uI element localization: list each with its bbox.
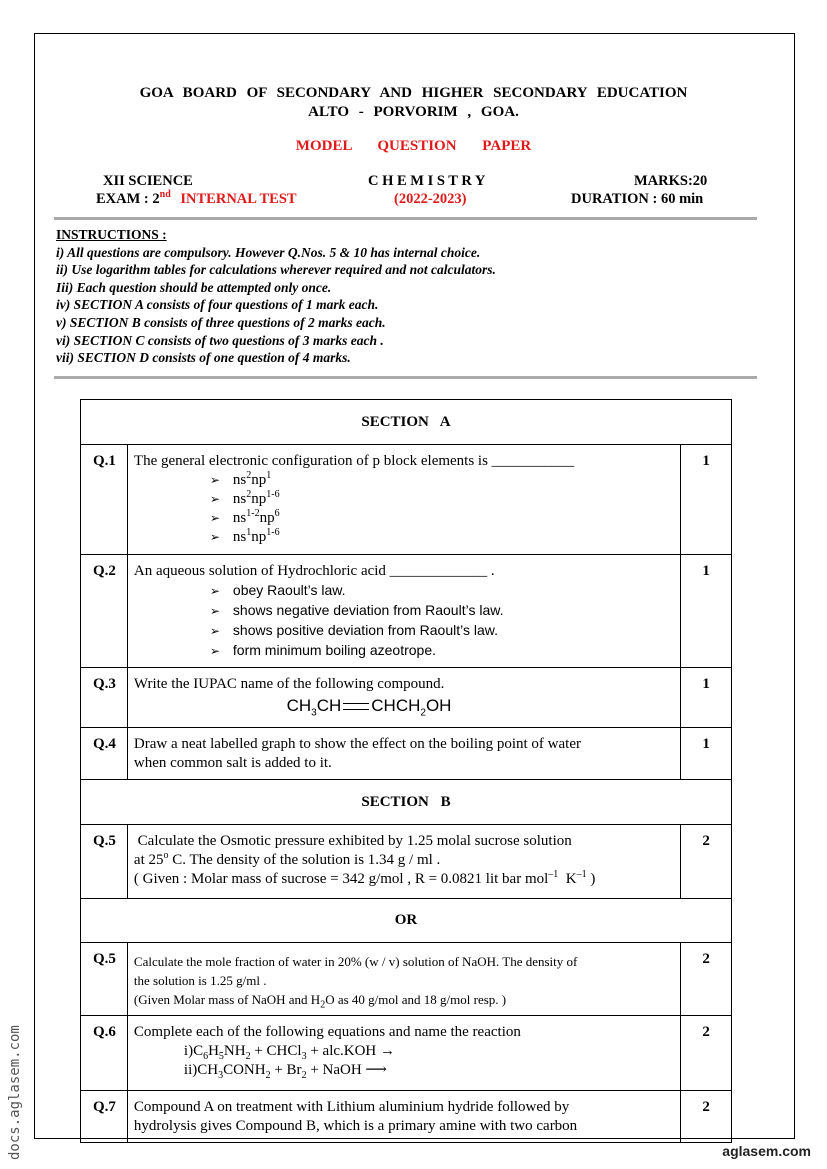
question-text-cell	[127, 728, 680, 780]
question-text-cell	[127, 1016, 680, 1091]
exam-label: EXAM : 2nd INTERNAL TEST	[96, 189, 297, 207]
arrow-bullet-icon: ➢	[209, 473, 220, 487]
instruction-item: iv) SECTION A consists of four questions of 1 mark each.	[56, 297, 379, 313]
question-text: the solution is 1.25 g/ml .	[133, 973, 267, 988]
question-row-q5b	[81, 943, 732, 1016]
chemical-formula: $CH_3CH$ $CHCH_2OH$	[286, 696, 452, 719]
board-name: GOA BOARD OF SECONDARY AND HIGHER SECONDARY EDUCATION	[139, 85, 688, 101]
question-text-cell	[127, 943, 680, 1016]
option-list	[210, 471, 674, 547]
question-row-q2	[81, 555, 732, 668]
marks-cell: 2	[681, 1091, 732, 1143]
question-text: when common salt is added to it.	[133, 755, 332, 771]
marks-label: MARKS:20	[634, 173, 708, 189]
instruction-item: vi) SECTION C consists of two questions of 3 marks each .	[56, 332, 384, 348]
side-watermark: docs.aglasem.com	[7, 1025, 23, 1160]
question-row-q3	[81, 668, 732, 728]
marks-cell: 1	[681, 728, 732, 780]
section-a-heading: SECTION A	[81, 400, 732, 445]
option-item: ➢ shows negative deviation from Raoult’s law.	[210, 601, 674, 621]
question-text: at 25$^o$ C. The density of the solution is 1.34 g / ml .	[133, 850, 441, 868]
question-text: Calculate the mole fraction of water in 20% (w / v) solution of NaOH. The density of	[133, 954, 578, 969]
question-text: Write the IUPAC name of the following compound.	[133, 676, 445, 692]
question-number: Q.1	[81, 445, 128, 555]
paper-type: MODEL QUESTION PAPER	[295, 138, 532, 154]
marks-cell: 2	[681, 943, 732, 1016]
arrow-bullet-icon: ➢	[209, 604, 220, 618]
option-item: ➢ $ns^1np^{1-6}$	[209, 527, 280, 545]
class-label: XII SCIENCE	[103, 173, 193, 189]
question-row-q1	[81, 445, 732, 555]
marks-cell: 1	[681, 668, 732, 728]
board-location: ALTO - PORVORIM , GOA.	[308, 104, 519, 120]
arrow-bullet-icon: ➢	[209, 584, 220, 598]
marks-cell: 1	[681, 555, 732, 668]
question-text: hydrolysis gives Compound B, which is a primary amine with two carbon	[133, 1118, 578, 1134]
subject-label: C H E M I S T R Y	[368, 173, 486, 189]
question-text: Compound A on treatment with Lithium aluminium hydride followed by	[133, 1099, 570, 1115]
arrow-bullet-icon: ➢	[209, 624, 220, 638]
question-row-q5a	[81, 825, 732, 899]
instructions-block	[56, 226, 496, 367]
question-number: Q.5	[81, 943, 128, 1016]
marks-cell: 2	[681, 1016, 732, 1091]
option-list	[210, 581, 674, 661]
question-text: Draw a neat labelled graph to show the effect on the boiling point of water	[133, 736, 581, 752]
corner-watermark: aglasem.com	[722, 1143, 811, 1159]
or-row	[81, 899, 732, 943]
arrow-bullet-icon: ➢	[209, 530, 220, 544]
marks-cell: 1	[681, 445, 732, 555]
question-text: Complete each of the following equations and name the reaction	[133, 1024, 521, 1040]
academic-year: (2022-2023)	[394, 191, 467, 207]
question-number: Q.5	[81, 825, 128, 899]
option-item: ➢ form minimum boiling azeotrope.	[210, 641, 674, 661]
option-item: ➢ $ns^2np^1$	[209, 470, 272, 488]
instruction-item: i) All questions are compulsory. However Q.Nos. 5 & 10 has internal choice.	[56, 244, 481, 260]
question-text: ( Given : Molar mass of sucrose = 342 g/mol , R = 0.0821 lit bar mol$^{-1}$ $K^{-1}$ )	[133, 869, 596, 887]
question-text-cell	[127, 445, 680, 555]
option-item: ➢ obey Raoult’s law.	[210, 581, 674, 601]
question-text: An aqueous solution of Hydrochloric acid _____________ .	[133, 563, 495, 579]
arrow-bullet-icon: ➢	[209, 511, 220, 525]
question-row-q6	[81, 1016, 732, 1091]
question-text-cell	[127, 668, 680, 728]
equation-2: $ii)CH_3CONH_2 + Br_2$ + NaOH ⟶	[183, 1062, 387, 1081]
question-text-cell	[127, 825, 680, 899]
or-divider: OR	[81, 899, 732, 943]
instructions-title: INSTRUCTIONS :	[56, 227, 167, 242]
option-item: ➢ shows positive deviation from Raoult’s law.	[210, 621, 674, 641]
arrow-bullet-icon: ➢	[209, 644, 220, 658]
question-number: Q.4	[81, 728, 128, 780]
arrow-bullet-icon: ➢	[209, 492, 220, 506]
question-row-q7	[81, 1091, 732, 1143]
question-number: Q.3	[81, 668, 128, 728]
equation-1: $i)C_6H_5NH_2$ + CHCl$_3$ + alc.KOH →	[183, 1043, 396, 1062]
header-divider	[54, 217, 757, 220]
question-row-q4	[81, 728, 732, 780]
double-bond-icon	[343, 703, 369, 710]
duration-label: DURATION : 60 min	[571, 191, 704, 207]
question-text-cell	[127, 555, 680, 668]
option-item: ➢ $ns^2np^{1-6}$	[209, 489, 280, 507]
question-text: The general electronic configuration of p block elements is ___________	[133, 453, 575, 469]
marks-cell: 2	[681, 825, 732, 899]
instruction-item: v) SECTION B consists of three questions of 2 marks each.	[56, 314, 386, 330]
question-number: Q.7	[81, 1091, 128, 1143]
question-number: Q.6	[81, 1016, 128, 1091]
question-text-cell	[127, 1091, 680, 1143]
section-b-row	[81, 780, 732, 825]
instruction-item: vii) SECTION D consists of one question of 4 marks.	[56, 350, 351, 366]
section-b-heading: SECTION B	[81, 780, 732, 825]
question-number: Q.2	[81, 555, 128, 668]
instruction-item: ii) Use logarithm tables for calculations wherever required and not calculators.	[56, 262, 496, 278]
option-item: ➢ $ns^{1-2}np^6$	[209, 508, 280, 526]
instruction-item: Iii) Each question should be attempted only once.	[56, 279, 332, 295]
question-text: Calculate the Osmotic pressure exhibited by 1.25 molal sucrose solution	[133, 833, 572, 849]
question-text: (Given Molar mass of NaOH and $H_2O$ as 40 g/mol and 18 g/mol resp. )	[133, 992, 507, 1011]
question-table	[80, 399, 732, 1143]
instructions-divider	[54, 376, 757, 379]
section-a-row	[81, 400, 732, 445]
